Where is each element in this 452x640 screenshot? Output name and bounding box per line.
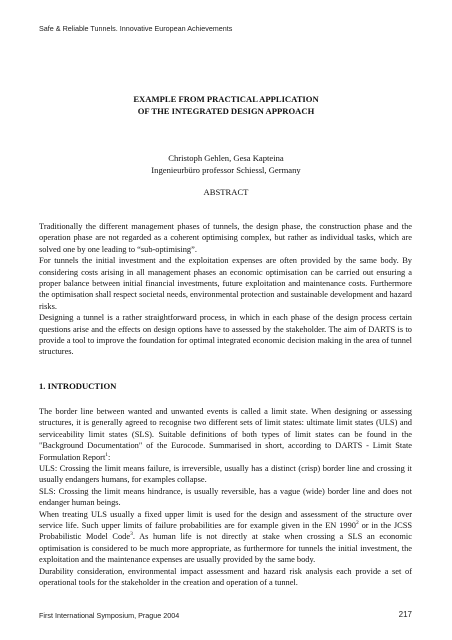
intro-text: : xyxy=(108,452,111,462)
running-header: Safe & Reliable Tunnels. Innovative European Achievements xyxy=(39,24,233,33)
intro-text: The border line between wanted and unwanted events is called a limit state. When designing or assessing structures, it is generally agreed to recognise two different sets of limit states: ultimate limit states (ULS) and serviceability limit states (SLS). Suitable definitions of both types of limit states can be found in the "Background Documentation" of the Eurocode. Summarised in short, according to DARTS - Limit State Formulation Report xyxy=(39,407,412,462)
author-block xyxy=(0,152,452,176)
intro-paragraph-1 xyxy=(39,406,412,463)
intro-text: or in the JCSS Probabilistic Model Code xyxy=(39,521,413,542)
paper-title xyxy=(0,94,452,117)
title-line-1: EXAMPLE FROM PRACTICAL APPLICATION xyxy=(133,94,319,104)
footnote-marker: 2 xyxy=(355,520,359,527)
footnote-marker: 3 xyxy=(130,531,133,538)
intro-text: . As human life is not directly at stake when crossing a SLS an economic optimisation is considered to be much more appropriate, as furthermore for tunnels the initial investment, the exploitation and the maintenance expenses are usually provided by the same body. xyxy=(39,532,412,565)
section-heading-introduction: 1. INTRODUCTION xyxy=(39,381,117,391)
abstract-paragraph: Designing a tunnel is a rather straightforward process, in which in each phase of the design process certain questions arise and the effects on design options have to assessed by the stakeholder. The aim of DARTS is to provide a tool to improve the foundation for optimal integrated economic decision making in the area of tunnel structures. xyxy=(39,313,412,357)
page-number: 217 xyxy=(398,610,412,619)
introduction-body xyxy=(39,406,412,589)
intro-paragraph-4 xyxy=(39,509,412,566)
title-line-2: OF THE INTEGRATED DESIGN APPROACH xyxy=(137,105,315,116)
footnote-marker: 1 xyxy=(105,451,109,458)
author-affiliation: Ingenieurbüro professor Schiessl, Germany xyxy=(151,165,301,175)
abstract-body xyxy=(39,221,412,358)
abstract-heading: ABSTRACT xyxy=(203,187,249,197)
abstract-paragraph: Traditionally the different management phases of tunnels, the design phase, the construction phase and the operation phase are not regarded as a coherent optimising complex, but rather as individual tasks, which are solved one by one leading to “sub-optimising”. xyxy=(39,222,412,254)
intro-paragraph-sls: SLS: Crossing the limit means hindrance, is usually reversible, has a vague (wide) border line and does not endanger human beings. xyxy=(39,486,412,508)
intro-paragraph-5: Durability consideration, environmental impact assessment and hazard risk analysis each provide a set of operational tools for the stakeholder in the creation and operation of a tunnel. xyxy=(39,566,412,588)
abstract-paragraph: For tunnels the initial investment and the exploitation expenses are often provided by the same body. By considering costs arising in all management phases an economic optimisation can be carried out ensuring a proper balance between initial financial investments, future exploitation and maintenance costs. Furthermore the optimisation shall respect societal needs, environmental protection and sustainable development and hazard risks. xyxy=(39,256,412,311)
footer-conference: First International Symposium, Prague 2004 xyxy=(39,611,180,620)
intro-text: When treating ULS usually a fixed upper limit is used for the design and assessment of the structure over service life. Such upper limits of failure probabilities are for example given in the EN 1990 xyxy=(39,509,412,531)
intro-paragraph-uls: ULS: Crossing the limit means failure, is irreversible, usually has a distinct (crisp) border line and crossing it usually endangers humans, for examples collapse. xyxy=(39,464,412,485)
author-names: Christoph Gehlen, Gesa Kapteina xyxy=(168,153,284,163)
